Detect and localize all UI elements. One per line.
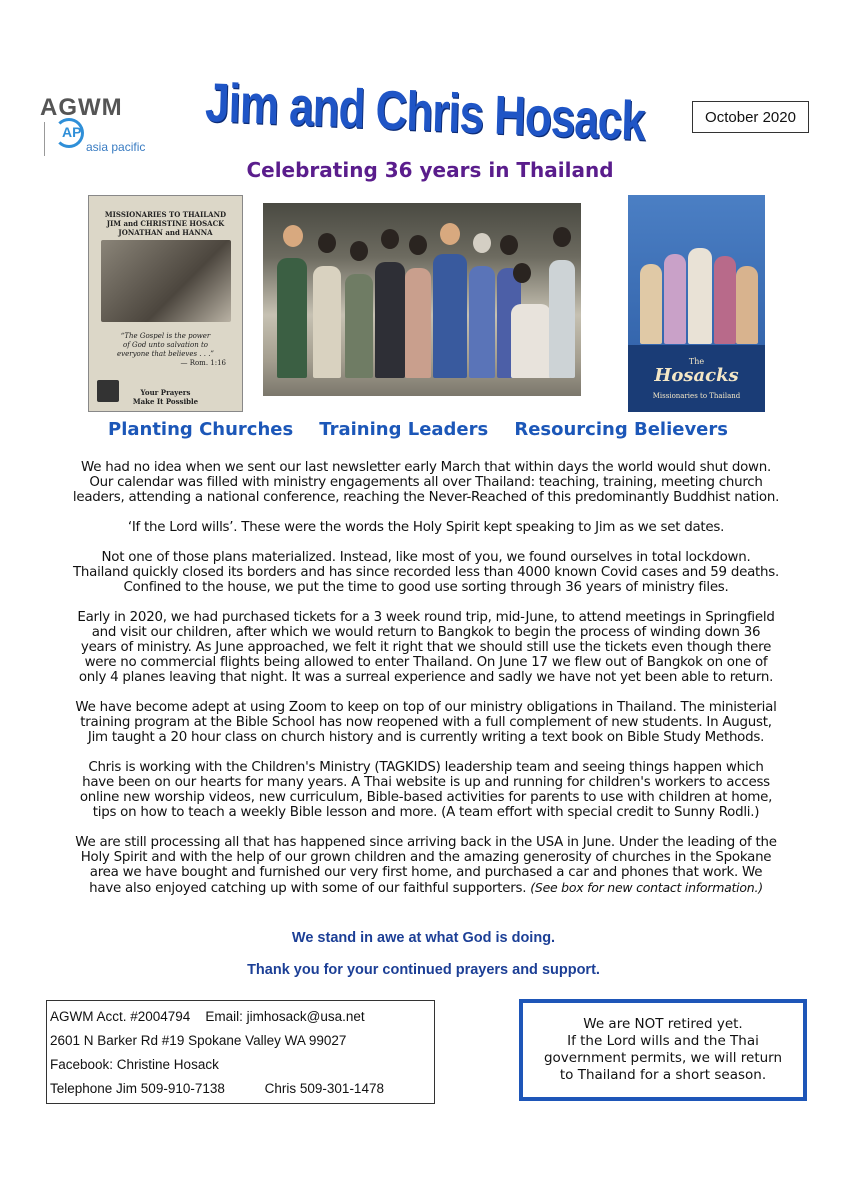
facebook-name: Facebook: Christine Hosack xyxy=(50,1057,219,1072)
person-head xyxy=(500,235,518,255)
person-figure xyxy=(549,260,575,378)
phone-chris: Chris 509-301-1478 xyxy=(264,1081,384,1096)
text-line: years of ministry. As June approached, we felt it right that we should still use the tickets even though there xyxy=(80,640,772,655)
paragraph-lockdown-intro xyxy=(40,460,812,505)
text-line: Chris is working with the Children's Ministry (TAGKIDS) leadership team and seeing things happen which xyxy=(88,760,764,775)
person-figure xyxy=(313,266,341,378)
hosacks-card-photo xyxy=(628,195,765,412)
text-line: We had no idea when we sent our last newsletter early March that within days the world would shut down. xyxy=(81,460,771,475)
text-line: Holy Spirit and with the help of our grown children and the amazing generosity of churches in the Spokane xyxy=(80,850,772,865)
person-head xyxy=(283,225,303,247)
prayer-card-quote-ref: — Rom. 1:16 xyxy=(180,359,226,367)
text-line: have been on our hearts for many years. A Thai website is up and running for children's workers to access xyxy=(82,775,770,790)
card-bottom-text: Missionaries to Thailand xyxy=(652,392,741,400)
contact-box xyxy=(46,1000,435,1104)
person-head xyxy=(473,233,491,253)
contact-row-phones xyxy=(50,1081,434,1105)
tagline-resourcing: Resourcing Believers xyxy=(514,419,728,440)
text-line: have also enjoyed catching up with some of our faithful supporters. xyxy=(89,881,527,896)
person-figure xyxy=(664,254,686,344)
text-line: and visit our children, after which we would return to Bangkok to begin the process of winding down 36 xyxy=(91,625,761,640)
text-line: We have become adept at using Zoom to keep on top of our ministry obligations in Thailand. The ministerial xyxy=(75,700,777,715)
paragraph-lord-wills xyxy=(40,520,812,535)
text-line: tips on how to teach a weekly Bible lesson and more. (A team effort with special credit to Sunny Rodli.) xyxy=(92,805,760,820)
prayer-card-caption-3: JONATHAN and HANNA xyxy=(118,228,213,237)
person-figure xyxy=(714,256,736,344)
logo-divider xyxy=(44,122,45,156)
text-line: Early in 2020, we had purchased tickets for a 3 week round trip, mid-June, to attend meetings in Springfield xyxy=(77,610,775,625)
text-line: online new worship videos, new curriculum, Bible-based activities for parents to use with children at home, xyxy=(79,790,773,805)
prayer-card-footer-1: Your Prayers xyxy=(140,388,191,397)
contact-row-address xyxy=(50,1033,434,1057)
person-figure xyxy=(375,262,405,378)
paragraph-zoom xyxy=(40,700,812,745)
logo-brand-text: AGWM xyxy=(40,94,123,121)
prayer-card-quote-3: everyone that believes . . .” xyxy=(116,350,215,358)
ministry-taglines xyxy=(108,419,728,440)
text-line: leaders, attending a national conference, reaching the Never-Reached of this predominantly Buddhist nation. xyxy=(72,490,780,505)
person-figure xyxy=(433,254,467,378)
contact-info-note: (See box for new contact information.) xyxy=(530,880,763,895)
card-top-text: The xyxy=(688,357,705,366)
newsletter-body xyxy=(40,460,812,911)
contact-row-facebook xyxy=(50,1057,434,1081)
person-head xyxy=(381,229,399,249)
person-figure xyxy=(511,304,551,378)
issue-date-box xyxy=(692,101,809,133)
person-head xyxy=(553,227,571,247)
paragraph-usa xyxy=(40,835,812,896)
family-portrait xyxy=(101,240,231,322)
issue-date: October 2020 xyxy=(705,108,796,126)
tagline-training: Training Leaders xyxy=(319,419,489,440)
text-line: Our calendar was filled with ministry engagements all over Thailand: teaching, training, meeting church xyxy=(89,475,763,490)
paragraph-plans xyxy=(40,550,812,595)
phone-jim: Telephone Jim 509-910-7138 xyxy=(50,1081,225,1096)
text-line: Thailand quickly closed its borders and has since recorded less than 4000 known Covid cases and 59 deaths. xyxy=(73,565,779,580)
not-retired-note-box xyxy=(519,999,807,1101)
text-line: only 4 planes leaving that night. It was a surreal experience and sadly we have not yet been able to return. xyxy=(78,670,774,685)
text-line: Not one of those plans materialized. Instead, like most of you, we found ourselves in total lockdown. xyxy=(101,550,751,565)
note-line: to Thailand for a short season. xyxy=(559,1067,767,1083)
mailing-address: 2601 N Barker Rd #19 Spokane Valley WA 99027 xyxy=(50,1033,347,1048)
note-line: If the Lord wills and the Thai xyxy=(567,1033,759,1049)
text-line: ‘If the Lord wills’. These were the words the Holy Spirit kept speaking to Jim as we set dates. xyxy=(127,520,725,535)
person-figure xyxy=(736,266,758,344)
group-photo xyxy=(263,203,581,396)
text-line: We are still processing all that has happened since arriving back in the USA in June. Under the leading of the xyxy=(75,835,777,850)
person-figure xyxy=(688,248,712,344)
person-figure xyxy=(277,258,307,378)
person-figure xyxy=(345,274,373,378)
prayer-card-quote-2: of God unto salvation to xyxy=(123,341,208,349)
prayer-card-quote-1: “The Gospel is the power xyxy=(120,332,211,340)
contact-row-account xyxy=(50,1009,434,1033)
closing-awe: We stand in awe at what God is doing. xyxy=(291,930,556,946)
tagline-planting: Planting Churches xyxy=(108,419,294,440)
person-head xyxy=(350,241,368,261)
text-line: area we have bought and furnished our very first home, and purchased a car and phones that work. We xyxy=(89,865,763,880)
person-figure xyxy=(405,268,431,378)
paragraph-tickets xyxy=(40,610,812,685)
email-address: Email: jimhosack@usa.net xyxy=(205,1009,365,1024)
logo-ap-mark: AP xyxy=(62,124,82,140)
text-line: Confined to the house, we put the time to good use sorting through 36 years of ministry files. xyxy=(123,580,729,595)
newsletter-subtitle: Celebrating 36 years in Thailand xyxy=(246,158,614,182)
note-line: government permits, we will return xyxy=(543,1050,783,1066)
person-head xyxy=(440,223,460,245)
text-line: were no commercial flights being allowed to enter Thailand. On June 17 we flew out of Bangkok on one of xyxy=(84,655,768,670)
newsletter-title: Jim and Chris Hosack xyxy=(204,72,646,153)
person-figure xyxy=(640,264,662,344)
account-number: AGWM Acct. #2004794 xyxy=(50,1009,191,1024)
person-figure xyxy=(469,266,495,378)
prayer-card-caption-2: JIM and CHRISTINE HOSACK xyxy=(106,219,225,228)
prayer-card-photo xyxy=(88,195,243,412)
note-line: We are NOT retired yet. xyxy=(583,1016,743,1032)
person-head xyxy=(513,263,531,283)
prayer-card-caption-1: MISSIONARIES TO THAILAND xyxy=(104,210,227,219)
prayer-card-footer-2: Make It Possible xyxy=(132,397,199,406)
text-line: training program at the Bible School has now reopened with a full complement of new students. In August, xyxy=(80,715,772,730)
card-family-name: Hosacks xyxy=(654,365,739,386)
agwm-logo xyxy=(40,94,165,160)
closing-thanks: Thank you for your continued prayers and support. xyxy=(247,962,600,978)
paragraph-tagkids xyxy=(40,760,812,820)
person-head xyxy=(409,235,427,255)
logo-region-text: asia pacific xyxy=(86,140,146,154)
text-line: Jim taught a 20 hour class on church history and is currently writing a text book on Bible Study Methods. xyxy=(87,730,765,745)
person-head xyxy=(318,233,336,253)
